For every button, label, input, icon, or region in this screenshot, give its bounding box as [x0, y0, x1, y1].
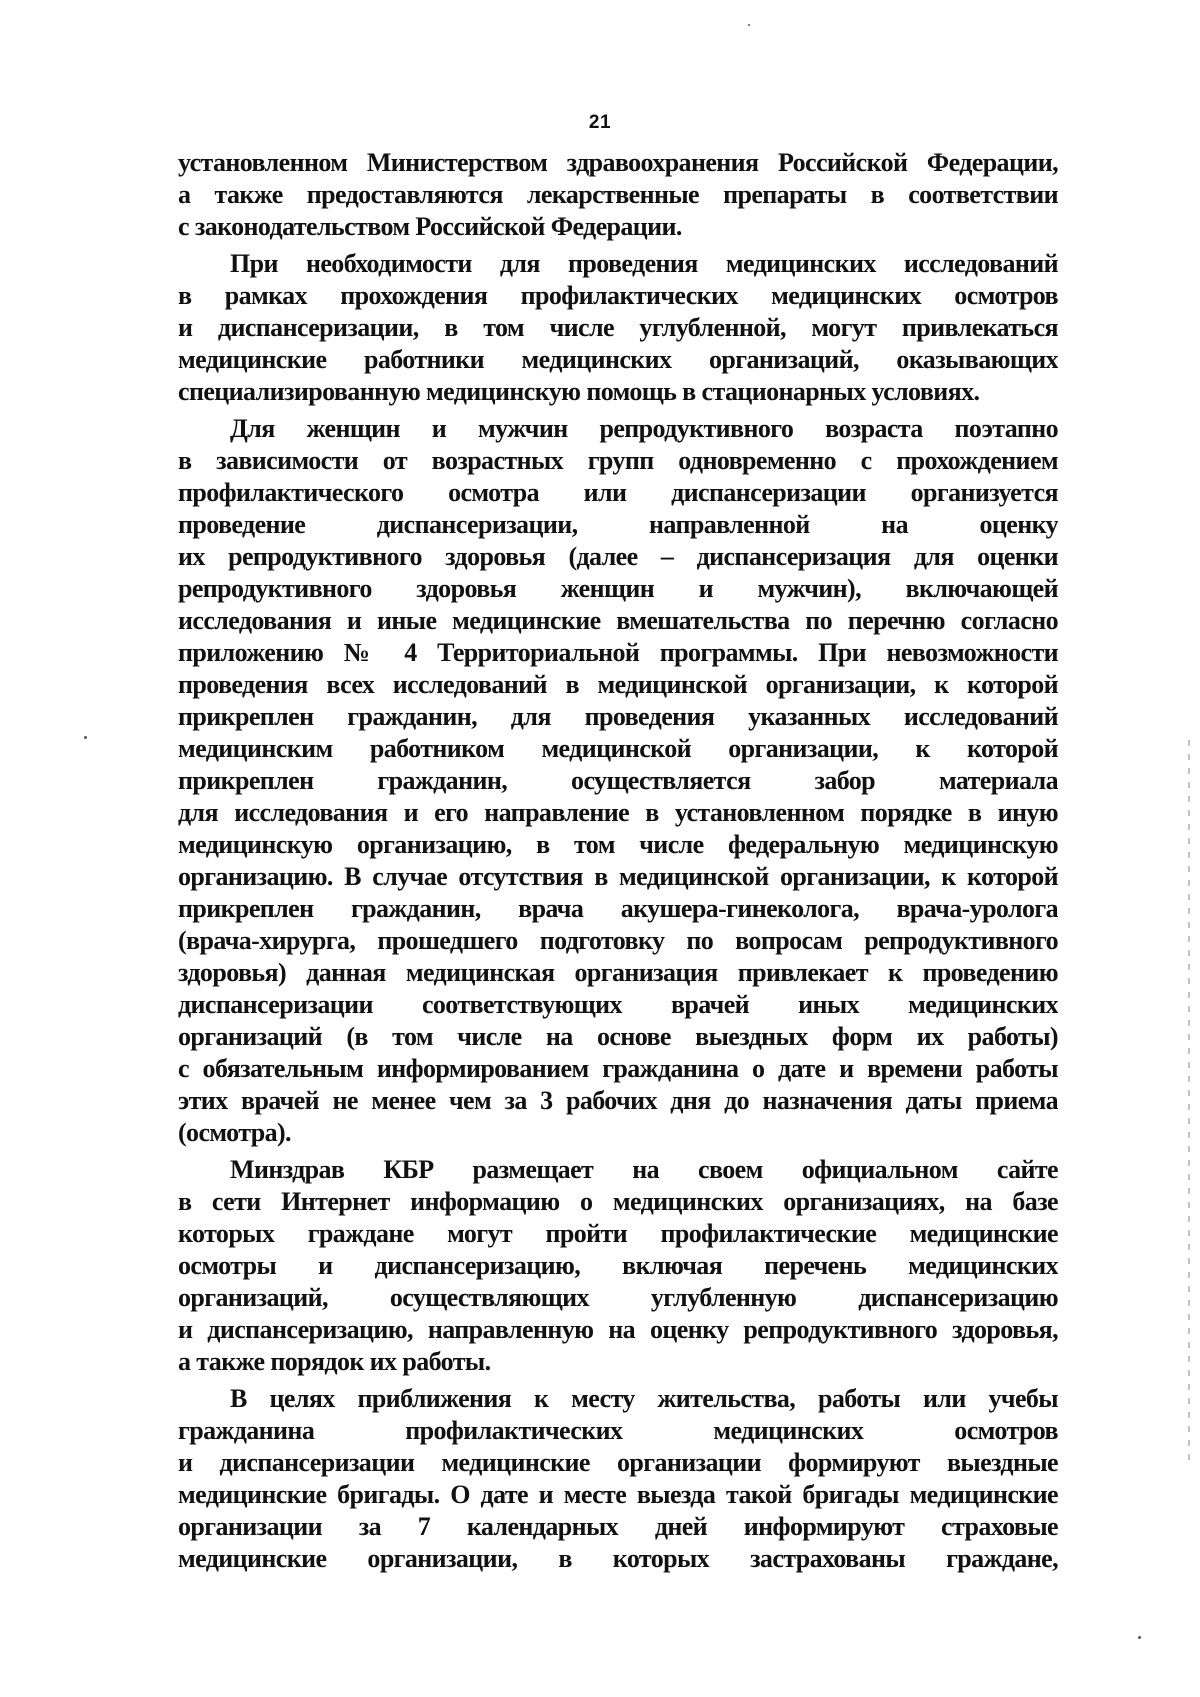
- scan-edge-artifact: [1188, 740, 1190, 1460]
- text-line: диспансеризации соответствующих врачей иных медицинских: [178, 990, 1058, 1019]
- text-line: организаций (в том числе на основе выездных форм их работы): [178, 1022, 1058, 1051]
- text-line: (врача-хирурга, прошедшего подготовку по вопросам репродуктивного: [178, 926, 1058, 955]
- paragraph: [178, 1154, 1058, 1378]
- text-line: медицинские бригады. О дате и месте выезда такой бригады медицинские: [178, 1480, 1058, 1509]
- text-line: а также порядок их работы.: [178, 1347, 491, 1376]
- text-line: для исследования и его направление в установленном порядке в иную: [178, 798, 1058, 827]
- document-body: [178, 147, 1058, 1580]
- paragraph: [178, 1383, 1058, 1575]
- text-line: осмотры и диспансеризацию, включая перечень медицинских: [178, 1251, 1058, 1280]
- scan-speck: [748, 24, 750, 26]
- text-line: в сети Интернет информацию о медицинских организациях, на базе: [178, 1187, 1058, 1216]
- text-line: прикреплен гражданин, для проведения указанных исследований: [178, 702, 1058, 731]
- text-line: При необходимости для проведения медицинских исследований: [230, 249, 1058, 278]
- text-line: в рамках прохождения профилактических медицинских осмотров: [178, 281, 1058, 310]
- text-line: здоровья) данная медицинская организация привлекает к проведению: [178, 958, 1058, 987]
- text-line: организаций, осуществляющих углубленную диспансеризацию: [178, 1283, 1058, 1312]
- text-line: репродуктивного здоровья женщин и мужчин), включающей: [178, 574, 1058, 603]
- text-line: их репродуктивного здоровья (далее – диспансеризация для оценки: [178, 542, 1058, 571]
- text-line: медицинские работники медицинских организаций, оказывающих: [178, 345, 1058, 374]
- text-line: и диспансеризации медицинские организации формируют выездные: [178, 1448, 1058, 1477]
- text-line: прикреплен гражданин, осуществляется забор материала: [178, 766, 1058, 795]
- scan-speck: [1138, 1636, 1141, 1639]
- text-line: с обязательным информированием гражданина о дате и времени работы: [178, 1054, 1058, 1083]
- text-line: Для женщин и мужчин репродуктивного возраста поэтапно: [230, 414, 1058, 443]
- paragraph: [178, 413, 1058, 1149]
- text-line: медицинские организации, в которых застрахованы граждане,: [178, 1544, 1058, 1573]
- text-line: организацию. В случае отсутствия в медицинской организации, к которой: [178, 862, 1058, 891]
- text-line: и диспансеризации, в том числе углубленной, могут привлекаться: [178, 313, 1058, 342]
- text-line: профилактического осмотра или диспансеризации организуется: [178, 478, 1058, 507]
- paragraph: [178, 248, 1058, 408]
- text-line: проведение диспансеризации, направленной на оценку: [178, 510, 1058, 539]
- text-line: прикреплен гражданин, врача акушера-гинеколога, врача-уролога: [178, 894, 1058, 923]
- text-line: приложению № 4 Территориальной программы. При невозможности: [178, 638, 1058, 667]
- text-line: этих врачей не менее чем за 3 рабочих дня до назначения даты приема: [178, 1086, 1058, 1115]
- text-line: Минздрав КБР размещает на своем официальном сайте: [230, 1155, 1058, 1184]
- text-line: медицинскую организацию, в том числе федеральную медицинскую: [178, 830, 1058, 859]
- text-line: которых граждане могут пройти профилактические медицинские: [178, 1219, 1058, 1248]
- text-line: установленном Министерством здравоохранения Российской Федерации,: [178, 148, 1058, 177]
- text-line: а также предоставляются лекарственные препараты в соответствии: [178, 180, 1058, 209]
- text-line: проведения всех исследований в медицинской организации, к которой: [178, 670, 1058, 699]
- text-line: специализированную медицинскую помощь в стационарных условиях.: [178, 377, 980, 406]
- paragraph: [178, 147, 1058, 243]
- text-line: В целях приближения к месту жительства, работы или учебы: [230, 1384, 1058, 1413]
- text-line: в зависимости от возрастных групп одновременно с прохождением: [178, 446, 1058, 475]
- text-line: медицинским работником медицинской организации, к которой: [178, 734, 1058, 763]
- page-number: 21: [588, 112, 612, 133]
- text-line: (осмотра).: [178, 1118, 291, 1147]
- scan-speck: [84, 736, 87, 739]
- text-line: и диспансеризацию, направленную на оценку репродуктивного здоровья,: [178, 1315, 1058, 1344]
- text-line: исследования и иные медицинские вмешательства по перечню согласно: [178, 606, 1058, 635]
- text-line: гражданина профилактических медицинских осмотров: [178, 1416, 1058, 1445]
- text-line: организации за 7 календарных дней информируют страховые: [178, 1512, 1058, 1541]
- text-line: с законодательством Российской Федерации.: [178, 212, 682, 241]
